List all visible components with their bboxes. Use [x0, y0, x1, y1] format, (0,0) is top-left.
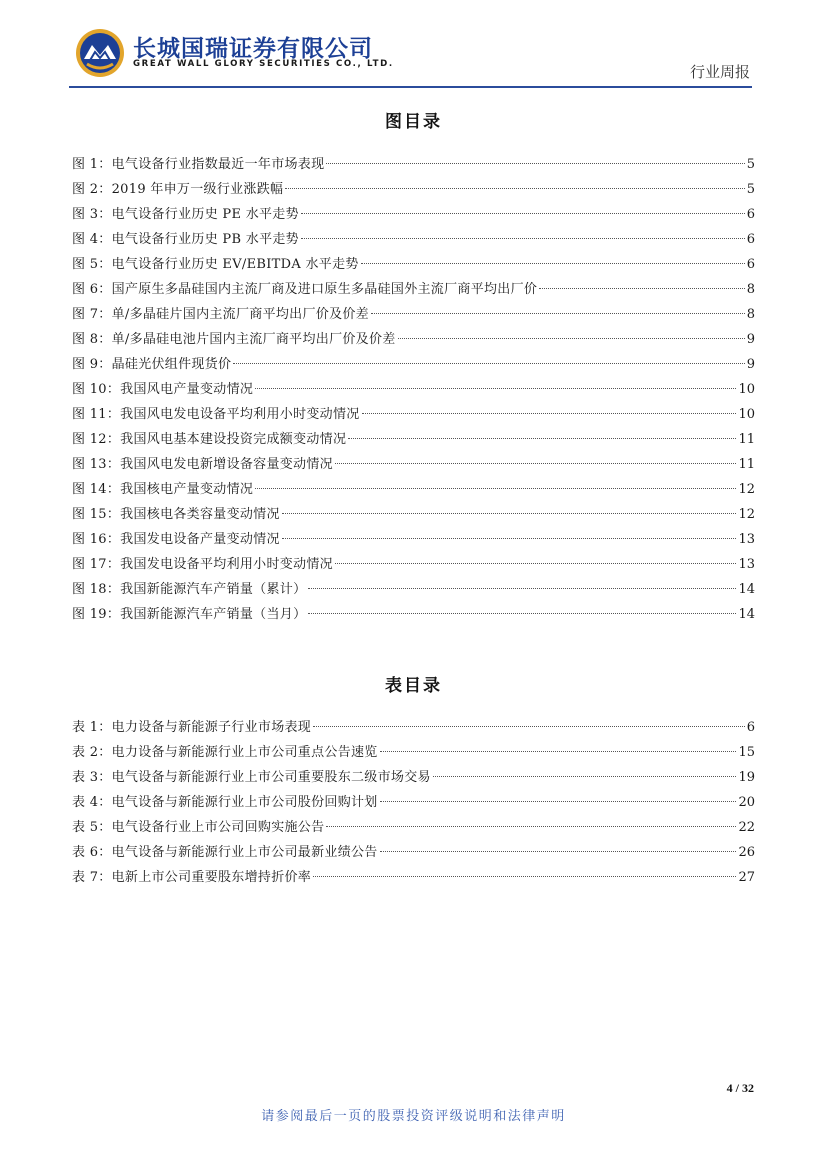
toc-entry-page: 11	[738, 432, 755, 447]
toc-leader-dots	[255, 488, 736, 489]
toc-entry-page: 10	[738, 382, 755, 397]
toc-entry-page: 13	[738, 532, 755, 547]
company-name-en: GREAT WALL GLORY SECURITIES CO., LTD.	[133, 59, 394, 69]
toc-leader-dots	[282, 513, 737, 514]
toc-entry[interactable]	[72, 740, 755, 765]
toc-entry-page: 6	[746, 232, 755, 247]
toc-entry[interactable]	[72, 715, 755, 740]
toc-leader-dots	[301, 238, 745, 239]
company-name-cn: 长城国瑞证券有限公司	[133, 36, 373, 62]
toc-entry[interactable]	[72, 840, 755, 865]
document-type: 行业周报	[689, 63, 750, 81]
toc-entry-page: 19	[738, 770, 755, 785]
toc-entry-label: 表 5：电气设备行业上市公司回购实施公告	[72, 820, 325, 835]
toc-entry[interactable]	[72, 502, 755, 527]
toc-leader-dots	[285, 188, 744, 189]
toc-entry-label: 表 6：电气设备与新能源行业上市公司最新业绩公告	[72, 845, 378, 860]
toc-entry-page: 9	[746, 357, 755, 372]
toc-entry-page: 14	[738, 607, 755, 622]
header-divider	[69, 86, 752, 88]
toc-entry-page: 6	[746, 720, 755, 735]
toc-entry[interactable]	[72, 327, 755, 352]
toc-entry-page: 13	[738, 557, 755, 572]
toc-entry-page: 6	[746, 207, 755, 222]
toc-entry-label: 表 2：电力设备与新能源行业上市公司重点公告速览	[72, 745, 378, 760]
toc-entry-page: 10	[738, 407, 755, 422]
toc-leader-dots	[335, 463, 736, 464]
toc-entry-label: 图 10：我国风电产量变动情况	[72, 382, 254, 397]
page-header	[0, 0, 827, 90]
toc-entry-label: 图 13：我国风电发电新增设备容量变动情况	[72, 457, 333, 472]
toc-leader-dots	[380, 851, 737, 852]
toc-entry[interactable]	[72, 402, 755, 427]
toc-entry-page: 14	[738, 582, 755, 597]
toc-leader-dots	[313, 876, 736, 877]
toc-entry[interactable]	[72, 252, 755, 277]
toc-entry[interactable]	[72, 527, 755, 552]
toc-entry[interactable]	[72, 202, 755, 227]
toc-leader-dots	[380, 801, 737, 802]
toc-entry-page: 8	[746, 282, 755, 297]
toc-entry-label: 图 4：电气设备行业历史 PB 水平走势	[72, 232, 299, 247]
toc-leader-dots	[361, 263, 745, 264]
toc-entry-page: 8	[746, 307, 755, 322]
toc-leader-dots	[308, 613, 736, 614]
toc-entry-page: 6	[746, 257, 755, 272]
toc-entry-page: 26	[738, 845, 755, 860]
toc-entry[interactable]	[72, 352, 755, 377]
toc-entry-label: 图 17：我国发电设备平均利用小时变动情况	[72, 557, 333, 572]
toc-entry-page: 5	[746, 157, 755, 172]
toc-entry-label: 表 4：电气设备与新能源行业上市公司股份回购计划	[72, 795, 378, 810]
toc-entry[interactable]	[72, 765, 755, 790]
toc-leader-dots	[308, 588, 736, 589]
toc-entry-label: 图 5：电气设备行业历史 EV/EBITDA 水平走势	[72, 257, 359, 272]
toc-entry-label: 表 7：电新上市公司重要股东增持折价率	[72, 870, 312, 885]
toc-entry-page: 20	[738, 795, 755, 810]
toc-leader-dots	[326, 826, 736, 827]
toc-leader-dots	[233, 363, 744, 364]
toc-entry-label: 图 16：我国发电设备产量变动情况	[72, 532, 280, 547]
toc-entry[interactable]	[72, 152, 755, 177]
toc-entry[interactable]	[72, 865, 755, 890]
toc-entry-label: 图 11：我国风电发电设备平均利用小时变动情况	[72, 407, 360, 422]
toc-leader-dots	[371, 313, 745, 314]
toc-leader-dots	[398, 338, 745, 339]
figures-toc-list	[72, 152, 755, 627]
toc-entry[interactable]	[72, 227, 755, 252]
toc-entry-label: 图 7：单/多晶硅片国内主流厂商平均出厂价及价差	[72, 307, 369, 322]
toc-leader-dots	[282, 538, 737, 539]
toc-entry-page: 9	[746, 332, 755, 347]
toc-entry-label: 图 18：我国新能源汽车产销量（累计）	[72, 582, 307, 597]
toc-entry-label: 图 2：2019 年申万一级行业涨跌幅	[72, 182, 284, 197]
toc-leader-dots	[380, 751, 737, 752]
toc-leader-dots	[335, 563, 736, 564]
toc-entry[interactable]	[72, 790, 755, 815]
toc-entry[interactable]	[72, 552, 755, 577]
toc-entry-label: 表 1：电力设备与新能源子行业市场表现	[72, 720, 312, 735]
toc-entry[interactable]	[72, 577, 755, 602]
toc-entry-label: 图 8：单/多晶硅电池片国内主流厂商平均出厂价及价差	[72, 332, 396, 347]
toc-leader-dots	[433, 776, 737, 777]
toc-entry[interactable]	[72, 815, 755, 840]
toc-entry[interactable]	[72, 452, 755, 477]
toc-entry-page: 12	[738, 482, 755, 497]
toc-leader-dots	[255, 388, 736, 389]
toc-entry-page: 5	[746, 182, 755, 197]
figures-toc-title: 图目录	[385, 112, 442, 132]
company-logo	[75, 28, 125, 78]
toc-entry-page: 11	[738, 457, 755, 472]
toc-entry-label: 图 6：国产原生多晶硅国内主流厂商及进口原生多晶硅国外主流厂商平均出厂价	[72, 282, 538, 297]
toc-entry-label: 图 9：晶硅光伏组件现货价	[72, 357, 232, 372]
page-number: 4 / 32	[726, 1081, 754, 1095]
toc-entry[interactable]	[72, 602, 755, 627]
toc-entry[interactable]	[72, 377, 755, 402]
toc-leader-dots	[539, 288, 745, 289]
toc-entry[interactable]	[72, 302, 755, 327]
toc-entry-page: 22	[738, 820, 755, 835]
toc-entry[interactable]	[72, 477, 755, 502]
toc-entry-label: 表 3：电气设备与新能源行业上市公司重要股东二级市场交易	[72, 770, 431, 785]
tables-toc-list	[72, 715, 755, 890]
toc-entry-label: 图 1：电气设备行业指数最近一年市场表现	[72, 157, 325, 172]
footer-disclaimer: 请参阅最后一页的股票投资评级说明和法律声明	[261, 1109, 566, 1124]
toc-entry[interactable]	[72, 427, 755, 452]
toc-leader-dots	[348, 438, 736, 439]
toc-entry-label: 图 19：我国新能源汽车产销量（当月）	[72, 607, 307, 622]
toc-entry-label: 图 3：电气设备行业历史 PE 水平走势	[72, 207, 299, 222]
toc-entry[interactable]	[72, 177, 755, 202]
toc-entry-label: 图 14：我国核电产量变动情况	[72, 482, 254, 497]
toc-entry-page: 15	[738, 745, 755, 760]
toc-leader-dots	[362, 413, 737, 414]
toc-leader-dots	[301, 213, 745, 214]
toc-leader-dots	[313, 726, 745, 727]
toc-entry[interactable]	[72, 277, 755, 302]
toc-entry-page: 27	[738, 870, 755, 885]
toc-leader-dots	[326, 163, 744, 164]
tables-toc-title: 表目录	[385, 676, 442, 696]
toc-entry-page: 12	[738, 507, 755, 522]
toc-entry-label: 图 12：我国风电基本建设投资完成额变动情况	[72, 432, 347, 447]
toc-entry-label: 图 15：我国核电各类容量变动情况	[72, 507, 280, 522]
